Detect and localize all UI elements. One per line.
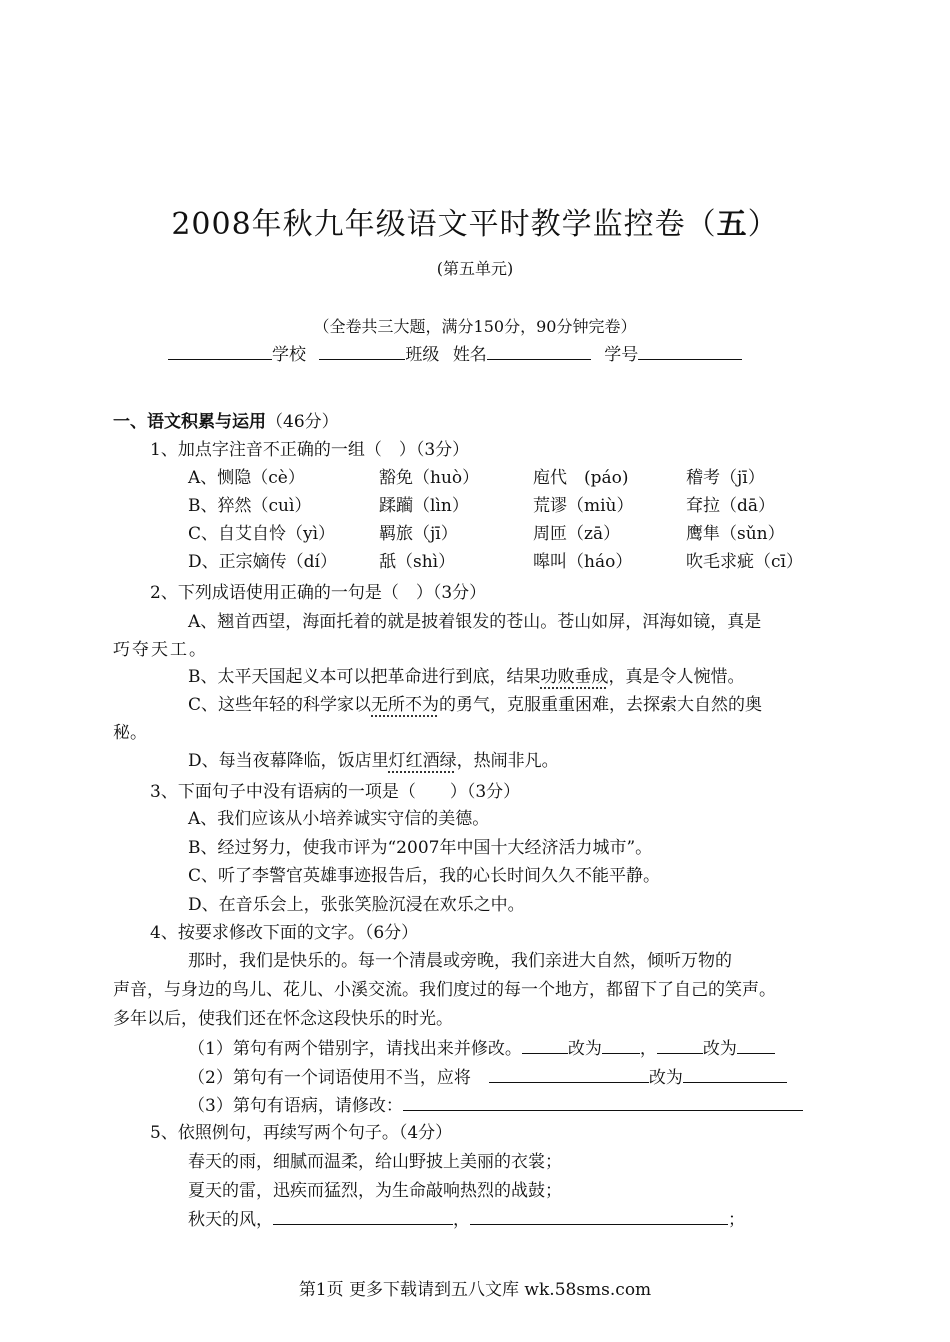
q1-a-1: A、恻隐（cè） — [188, 468, 305, 488]
q1-stem: 1、加点字注音不正确的一组（ ）（3分） — [150, 440, 470, 460]
exam-info: （全卷共三大题，满分150分，90分钟完卷） — [313, 317, 637, 336]
q5-blank-2[interactable] — [470, 1208, 728, 1225]
q2-stem: 2、下列成语使用正确的一句是（ ）（3分） — [150, 583, 487, 603]
q1-d-4: 吹毛求疵（cī） — [686, 552, 803, 572]
class-label: 班级 — [405, 345, 440, 365]
id-blank[interactable] — [638, 343, 742, 360]
q1-d-3: 嗥叫（háo） — [533, 552, 633, 572]
q4-sub-1-change-1: 改为 — [567, 1039, 602, 1059]
q1-b-2: 蹂躏（lìn） — [379, 496, 469, 516]
q4-sub-3 — [188, 1094, 803, 1117]
q2-d-idiom: 灯红酒绿 — [388, 751, 457, 771]
q1-b-4: 耷拉（dā） — [686, 496, 776, 516]
q2-option-b — [188, 666, 745, 688]
q3-stem: 3、下面句子中没有语病的一项是（ ）（3分） — [150, 782, 521, 802]
section-1-title: 一、语文积累与运用 — [113, 412, 266, 432]
page-title — [0, 205, 950, 245]
q4-sub-2-blank-1[interactable] — [489, 1066, 649, 1083]
q1-a-4: 稽考（jī） — [686, 468, 765, 488]
title-close: ） — [747, 207, 779, 242]
q2-option-c — [188, 694, 762, 716]
q1-d-1: D、正宗嫡传（dí） — [188, 552, 337, 572]
q4-sub-1-comma: ， — [639, 1039, 657, 1059]
q1-c-3: 周匝（zā） — [533, 524, 621, 544]
q5-comma: ， — [453, 1210, 470, 1230]
name-blank[interactable] — [487, 343, 591, 360]
q4-passage-1: 那时，我们是快乐的。每一个清晨或旁晚，我们亲进大自然，倾听万物的 — [188, 951, 732, 971]
q4-sub-1-blank-2[interactable] — [602, 1037, 640, 1054]
student-info-fields — [168, 343, 742, 366]
q4-sub-2-change: 改为 — [648, 1068, 683, 1088]
q2-option-a-cont: 巧夺天工。 — [113, 640, 208, 660]
q1-b-1: B、猝然（cuì） — [188, 496, 312, 516]
q4-sub-3-text: （3）第句有语病，请修改： — [188, 1096, 403, 1116]
q2-b-post: ，真是令人惋惜。 — [608, 667, 745, 687]
q4-passage-2: 声音，与身边的鸟儿、花儿、小溪交流。我们度过的每一个地方，都留下了自己的笑声。 — [113, 980, 776, 1000]
q3-option-c: C、听了李警官英雄事迹报告后，我的心长时间久久不能平静。 — [188, 866, 661, 886]
q2-b-pre: B、太平天国起义本可以把革命进行到底，结果 — [188, 667, 541, 687]
q4-sub-2 — [188, 1066, 787, 1089]
q3-option-d: D、在音乐会上，张张笑脸沉浸在欢乐之中。 — [188, 895, 525, 915]
q1-c-4: 鹰隼（sǔn） — [686, 524, 785, 544]
q4-sub-1-text: （1）第句有两个错别字，请找出来并修改。 — [188, 1039, 522, 1059]
id-label: 学号 — [604, 345, 639, 365]
q1-c-2: 羁旅（jī） — [379, 524, 458, 544]
q2-c-post: 的勇气，克服重重困难，去探索大自然的奥 — [439, 695, 763, 715]
q4-stem: 4、按要求修改下面的文字。（6分） — [150, 923, 419, 943]
subtitle: (第五单元) — [436, 259, 514, 278]
q1-a-3: 庖代 (páo) — [533, 468, 629, 488]
name-label: 姓名 — [452, 345, 487, 365]
q5-example-1: 春天的雨，细腻而温柔，给山野披上美丽的衣裳； — [188, 1152, 562, 1172]
section-1-heading — [113, 411, 339, 433]
q2-option-a: A、翘首西望，海面托着的就是披着银发的苍山。苍山如屏，洱海如镜，真是 — [188, 612, 762, 632]
q4-sub-1-change-2: 改为 — [702, 1039, 737, 1059]
title-number: 五 — [716, 207, 748, 242]
q2-option-c-cont: 秘。 — [113, 723, 147, 743]
q5-autumn-prefix: 秋天的风， — [188, 1210, 273, 1230]
q1-c-1: C、自艾自怜（yì） — [188, 524, 336, 544]
page-footer: 第1页 更多下载请到五八文库 wk.58sms.com — [298, 1280, 652, 1300]
q4-passage-3: 多年以后，使我们还在怀念这段快乐的时光。 — [113, 1009, 453, 1029]
q4-sub-1-blank-1[interactable] — [522, 1037, 568, 1054]
title-text: 2008年秋九年级语文平时教学监控卷（ — [171, 207, 717, 242]
q1-b-3: 荒谬（miù） — [533, 496, 634, 516]
q2-d-pre: D、每当夜幕降临，饭店里 — [188, 751, 389, 771]
q1-a-2: 豁免（huò） — [379, 468, 480, 488]
q5-example-2: 夏天的雷，迅疾而猛烈，为生命敲响热烈的战鼓； — [188, 1181, 562, 1201]
q4-sub-3-blank[interactable] — [403, 1094, 803, 1111]
q5-answer-line — [188, 1208, 745, 1231]
class-blank[interactable] — [319, 343, 405, 360]
q4-sub-2-text: （2）第句有一个词语使用不当，应将 — [188, 1068, 471, 1088]
q3-option-b: B、经过努力，使我市评为“2007年中国十大经济活力城市”。 — [188, 838, 653, 858]
q5-stem: 5、依照例句，再续写两个句子。（4分） — [150, 1123, 453, 1143]
q4-sub-2-blank-2[interactable] — [683, 1066, 787, 1083]
school-label: 学校 — [272, 345, 306, 365]
q2-c-pre: C、这些年轻的科学家以 — [188, 695, 372, 715]
q2-b-idiom: 功败垂成 — [540, 667, 609, 687]
q4-sub-1 — [188, 1037, 775, 1060]
q3-option-a: A、我们应该从小培养诚实守信的美德。 — [188, 809, 490, 829]
q4-sub-1-blank-4[interactable] — [737, 1037, 775, 1054]
q2-d-post: ，热闹非凡。 — [456, 751, 559, 771]
q2-c-idiom: 无所不为 — [371, 695, 440, 715]
q5-semicolon: ； — [728, 1210, 745, 1230]
section-1-score: （46分） — [266, 412, 339, 432]
q2-option-d — [188, 750, 559, 772]
school-blank[interactable] — [168, 343, 272, 360]
q4-sub-1-blank-3[interactable] — [657, 1037, 703, 1054]
q5-blank-1[interactable] — [273, 1208, 453, 1225]
q1-d-2: 舐（shì） — [379, 552, 456, 572]
